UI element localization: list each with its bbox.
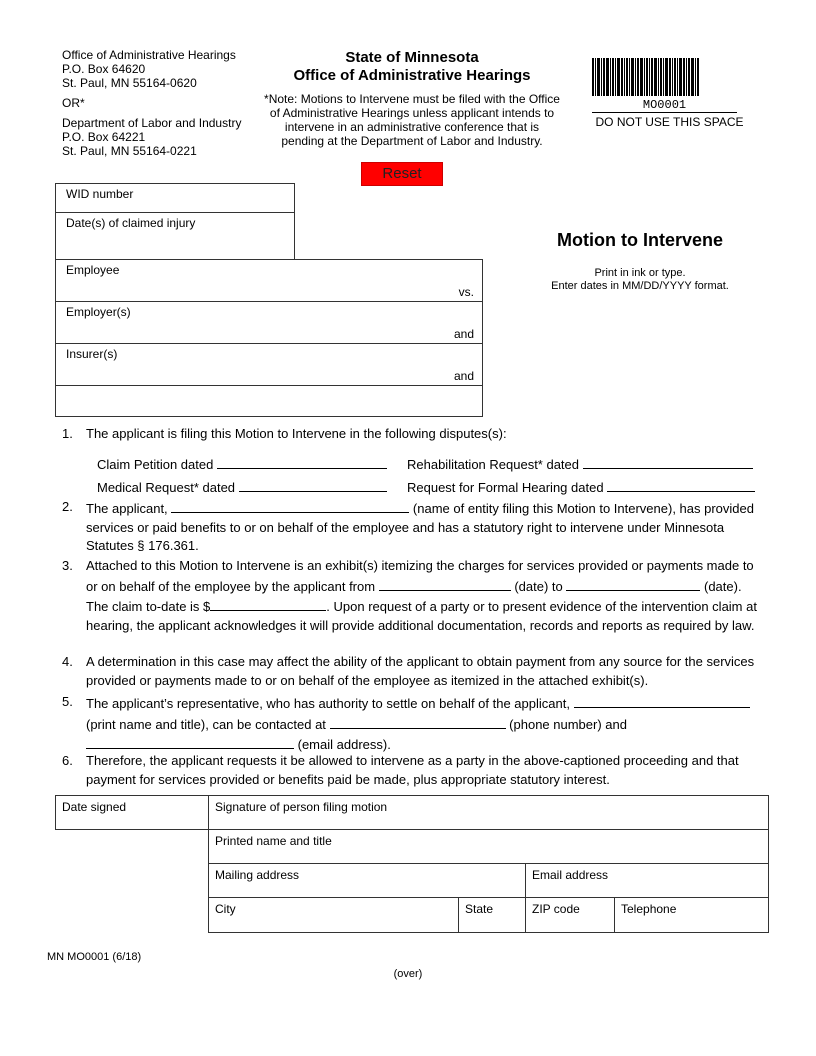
item-6 [62, 752, 762, 789]
item-text-part: Attached to this Motion to Intervene is an exhibit(s) itemizing the charges for services provided or payments made to or on behalf of the employee by the applicant from [86, 558, 754, 594]
service-to-date-input[interactable] [566, 576, 700, 591]
rehab-request-row [407, 454, 753, 472]
state-title: State of Minnesota [345, 49, 479, 66]
insurer-field[interactable] [55, 343, 483, 386]
over-label: (over) [393, 968, 423, 980]
and-label: and [453, 369, 474, 383]
item-number: 6. [62, 753, 73, 768]
city-label: City [215, 902, 236, 916]
item-4 [62, 653, 762, 690]
barcode-label: MO0001 [592, 98, 737, 113]
employer-label: Employer(s) [66, 305, 131, 319]
item-text-part: (print name and title), can be contacted at [86, 716, 326, 732]
additional-party-field[interactable] [55, 385, 483, 417]
date-of-injury-field[interactable] [55, 212, 295, 260]
item-5 [62, 693, 762, 755]
employer-field[interactable] [55, 301, 483, 344]
office-title: Office of Administrative Hearings [293, 67, 531, 84]
item-text-part: The applicant’s representative, who has authority to settle on behalf of the applicant, [86, 696, 570, 711]
barcode-icon [592, 58, 737, 96]
telephone-field[interactable] [614, 897, 769, 933]
mailing-address-label: Mailing address [215, 868, 300, 882]
item-text-part: . Upon request of a party or to present evidence of the intervention claim at hearing, the applicant acknowledges it will provide additional documentation, records and reports as required by law. [86, 599, 757, 633]
date-signed-field[interactable] [55, 795, 209, 830]
zip-code-label: ZIP code [532, 902, 580, 916]
item-text-part: (date) to [514, 578, 563, 594]
item-1 [62, 425, 762, 444]
telephone-label: Telephone [621, 902, 677, 916]
formal-hearing-row [407, 477, 755, 495]
email-address-label: Email address [532, 868, 609, 882]
printed-name-field[interactable] [208, 829, 769, 864]
address-line: St. Paul, MN 55164-0620 [62, 76, 197, 90]
item-number: 3. [62, 558, 73, 573]
representative-email-input[interactable] [86, 734, 294, 749]
office-address-oah [62, 48, 262, 158]
mailing-address-field[interactable] [208, 863, 526, 898]
email-address-field[interactable] [525, 863, 769, 898]
signature-label: Signature of person filing motion [215, 800, 388, 814]
item-text: The applicant is filing this Motion to Intervene in the following disputes(s): [86, 426, 507, 441]
wid-number-label: WID number [66, 187, 134, 201]
form-title: Motion to Intervene [557, 230, 723, 250]
claim-petition-label: Claim Petition dated [97, 457, 214, 472]
item-number: 2. [62, 499, 73, 514]
vs-label: vs. [458, 285, 474, 299]
medical-request-label: Medical Request* dated [97, 480, 236, 495]
address-line: Office of Administrative Hearings [62, 48, 236, 62]
item-number: 5. [62, 694, 73, 709]
address-line: Department of Labor and Industry [62, 116, 242, 130]
representative-phone-input[interactable] [330, 714, 506, 729]
insurer-label: Insurer(s) [66, 347, 118, 361]
formal-hearing-date-input[interactable] [607, 477, 755, 492]
barcode-area [592, 58, 737, 113]
claim-petition-row [97, 454, 387, 472]
instructions [540, 267, 740, 293]
and-label: and [453, 327, 474, 341]
state-field[interactable] [458, 897, 526, 933]
applicant-name-input[interactable] [171, 498, 409, 513]
item-3 [62, 557, 762, 635]
employee-label: Employee [66, 263, 120, 277]
date-of-injury-label: Date(s) of claimed injury [66, 216, 196, 230]
form-id: MN MO0001 (6/18) [47, 951, 142, 963]
item-text [86, 498, 762, 556]
address-line: St. Paul, MN 55164-0221 [62, 144, 197, 158]
item-text [86, 693, 762, 755]
zip-code-field[interactable] [525, 897, 615, 933]
instruction-line: Print in ink or type. [594, 267, 686, 279]
item-text: A determination in this case may affect the ability of the applicant to obtain payment from any source for the services provided or payments made to or on behalf of the employee as itemized in the attached exhibit(s). [86, 654, 755, 688]
item-number: 1. [62, 426, 73, 441]
representative-name-input[interactable] [574, 693, 750, 708]
medical-request-row [97, 477, 387, 495]
employee-field[interactable] [55, 259, 483, 302]
item-text [86, 557, 762, 635]
item-text-part: The applicant, [86, 501, 168, 516]
reset-button[interactable]: Reset [361, 162, 443, 186]
address-line: P.O. Box 64620 [62, 62, 146, 76]
city-field[interactable] [208, 897, 459, 933]
claim-petition-date-input[interactable] [217, 454, 387, 469]
agency-title [262, 49, 562, 85]
instruction-line: Enter dates in MM/DD/YYYY format. [551, 280, 729, 292]
wid-number-field[interactable] [55, 183, 295, 213]
claim-amount-input[interactable] [210, 596, 326, 611]
or-label: OR* [62, 96, 85, 110]
formal-hearing-label: Request for Formal Hearing dated [407, 480, 604, 495]
medical-request-date-input[interactable] [239, 477, 387, 492]
item-number: 4. [62, 654, 73, 669]
filing-note: *Note: Motions to Intervene must be filed with the Office of Administrative Hearings unless applicant intends to intervene in an administrative conference that is pending at the Department of Labor and Industry. [264, 92, 560, 148]
do-not-use-label: DO NOT USE THIS SPACE [595, 115, 744, 129]
date-signed-label: Date signed [62, 800, 127, 814]
item-text: Therefore, the applicant requests it be allowed to intervene as a party in the above-captioned proceeding and that payment for services provided or benefits paid be made, plus appropriate statutory interest. [86, 753, 739, 787]
rehab-request-date-input[interactable] [583, 454, 753, 469]
state-label: State [465, 902, 494, 916]
printed-name-label: Printed name and title [215, 834, 332, 848]
item-2 [62, 498, 762, 556]
item-text-part: (date). The claim to-date is $ [86, 578, 742, 615]
signature-field[interactable] [208, 795, 769, 830]
service-from-date-input[interactable] [379, 576, 511, 591]
item-text-part: (email address). [297, 737, 391, 753]
item-text-part: (phone number) and [509, 716, 627, 732]
item-text-part: (name of entity filing this Motion to Intervene), has provided services or paid benefits to or on behalf of the employee and has a statutory right to intervene under Minnesota Statutes § 176.361. [86, 501, 754, 554]
rehab-request-label: Rehabilitation Request* dated [407, 457, 580, 472]
address-line: P.O. Box 64221 [62, 130, 146, 144]
